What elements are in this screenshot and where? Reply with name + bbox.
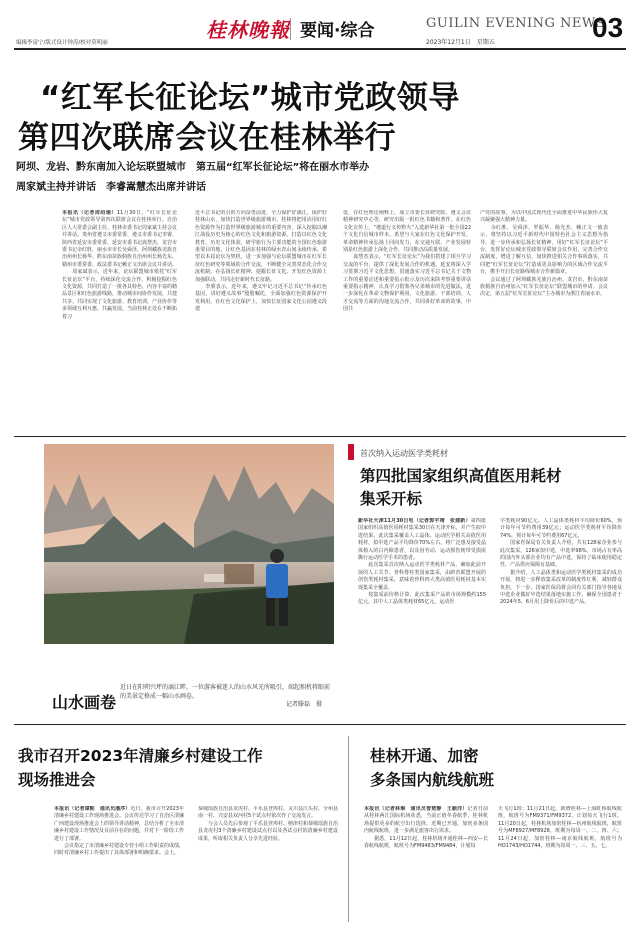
medical-col1-text: 第四批国家组织高值医用耗材集采30日在天津开标，并产生拟中选结果。此次集采覆盖人工晶体、运动医学相关高值医用耗材，拟中选产品平均降价70%左右，将广泛惠及接受晶体植入的白内障患者，以及因劳动、运动损伤韧带受损需撕行运动医学手术的患者。 此次集采首次纳入运动医学类耗材产品，确加此前开展的人工关节、骨科脊柱类国家集采，由跨省联盟开展的创伤类耗材集采，意味着骨科四大类高值医用耗材基本实现集采全覆盖。 按集采前价格计算，此次集采产品的市场规模约155亿元，其中人工晶体类耗材65亿元，运动医 bbox=[358, 518, 486, 606]
rural-col1-text: 近日，我市召开2023年清廉乡村建设工作现场推进会。会议传达学习了自治区清廉广西建设现场推进会上的领导讲话精神，总结分析了全市清廉乡村建设工作情况及目前存在的问题，并对下一阶段工作进行了部署。 会议指定了市清廉乡村建设专营小组工作职责的成绩，同时对清廉乡村工作提出了具体部署和明确要求。会上， bbox=[54, 806, 184, 857]
medical-kicker: 首次纳入运动医学类耗材 bbox=[360, 449, 448, 458]
photo-label: 山水画卷 bbox=[52, 693, 117, 712]
section-title: 要闻·综合 bbox=[300, 21, 375, 41]
lead-subtitle-2: 周家斌主持并讲话 李睿嵩慧杰出席并讲话 bbox=[16, 182, 206, 193]
lead-bottom-rule bbox=[14, 436, 626, 437]
lead-col1-text: 11月30日，“红军长征论坛”城市党政领导第四次联席会议在桂林举行。自治区人大常委会副主任、桂林市委书记周家斌主持会议并讲话。贵州省遵义市委常委、遵义市委书记李睿，陕西省延安市委常委、延安市委书记嵩慧杰，龙岩市委书记余红胜，丽水市市长吴舜泽，阿坝藏族羌族自治州州长杨华、黔东南苗族侗族自治州州长杨先东、赣州市委常委、政法委书记赖正文出席会议并讲话。 周家斌表示，近年来，论坛联盟城市依托“红军长征论坛”平台，持续深化交流合作，积极挖掘红色文化资源，共同打造了一批各具特色、内容丰富的精品景区和红色旅游线路，推动城市间协作发展，共建共享、共同实现了文化旅游、教育培训、产业协作等多领域互利互惠、共赢发展。当前桂林正处在不断拓着习 bbox=[62, 210, 177, 320]
rural-headline-line2: 现场推进会 bbox=[18, 771, 96, 789]
photo-credit: 记者滕磊 摄 bbox=[285, 701, 322, 709]
flight-headline-line1: 桂林开通、加密 bbox=[370, 747, 479, 765]
rural-headline-line1: 我市召开2023年清廉乡村建设工作 bbox=[18, 747, 263, 765]
medical-reporters: （记者郭宇靖 张建新） bbox=[413, 518, 471, 524]
medical-headline-line1: 第四批国家组织高值医用耗材 bbox=[360, 467, 562, 485]
page-number: 03 bbox=[592, 12, 624, 43]
lead-column-2: 近平总书记的引的方向奋勇前进，全力保护好漓江，保护好桂林山水，加快打造世界级旅游城市，桂林将把用活用好红色资源作为打造世界级旅游城市的重要内容，深入挖掘以湘江战役历史为核心的红色文化和旅游资源，打造以红色文化教育、历史文化体验、研学旅行为主要功能的全国红色旅游重要目的地，让红色基因在桂林的绿水青山间永续传承。希望以本届论坛为契机，进一步加强与论坛联盟城市在红军长征红色研究等领域的合作交流，不断健全完善常态化合作交流机制，在弘扬长征精神、挖掘长征文化、开发红色资源上加强联动，共同走好新时代长征路。 李睿表示，近年来，遵义牢记习近平总书记“传承红色基因，讲好遵义故事”殷殷嘱托，全面加强红色资源保护开发利用。在红色文化保护上，加快长征国家文化公园遵义段建 bbox=[195, 210, 327, 313]
lead-column-1 bbox=[62, 210, 177, 428]
masthead-rule bbox=[14, 48, 626, 50]
flight-column-1 bbox=[364, 806, 488, 921]
landscape-illustration bbox=[44, 444, 334, 644]
editor-credits: 编辑李富宁/版式设计钟涛/校对莫明丽 bbox=[16, 40, 108, 46]
bottom-column-divider bbox=[348, 736, 349, 922]
masthead-divider bbox=[290, 18, 291, 40]
lead-column-4: 产党的故事，为以中国式现代化全面推进中华民族伟大复兴凝聚强大精神力量。 余红胜、吴舜泽、罗振华、杨光杰、赖正文一致表示，将坚持以习近平新时代中国特色社会主义思想为指导，进一步传承和弘扬长征精神，用好“红军长征论坛”平台，发挥好论坛城市党政领导联席会议作用，完善合作交流制度，增进了解互信，加快推进相关合作事项落实，共同把“红军长征论坛”打造成更具影响力的区域合作交流平台，携手开启长征路线城市合作新篇章。 会议通过了阿坝藏族羌族自治州、龙岩市、黔东南苗族侗族自治州加入“红军长征论坛”联盟城市的申请。会议决定，第五届“红军长征论坛”主办城市为浙江省丽水市。 bbox=[480, 210, 608, 298]
medical-column-2: 学类耗材90亿元。人工晶体类耗材平均降价60%，预计每年可节约费用39亿元；运动医学类耗材平均降价74%，预计每年可节约费用67亿元。 国家医保局有关负责人介绍，共有128家企业参与此次集采，126家拟中选，中选率98%。市场占有率高的国内外头部企业均有产品中选，保持了临床使用稳定性，产品供应保障有基础。 据介绍，人工晶体类和运动医学类耗材集采的成功开展，将进一步释放集采改革的制度性红利，减轻群众负担。下一步，国家医保局将会同有关部门指导各地及中选企业做好中选结果落地实施工作，确保全国患者于2024年5、6月用上降价后的中选产品。 bbox=[500, 518, 622, 606]
flight-column-2: 天飞行1班；11月21日起，新增桂林—上海虹桥航线航班，航班号为FM9371/FM9372，计划每天飞行1班。11月20日起，桂林机场加密桂林—杭州航线航班，航班号为MF8927/MF8928，班期为每周一、二、四、六；11月24日起，加密桂林—南京航线航班，航班号为HO1743/HO1744，班期为每周一、三、五、七。 bbox=[498, 806, 622, 850]
rural-column-1 bbox=[54, 806, 184, 921]
medical-headline-line2: 集采开标 bbox=[360, 490, 423, 508]
landscape-photo bbox=[44, 444, 334, 644]
lead-byline: 本报讯（记者周绍瑜） bbox=[62, 210, 117, 216]
kicker-marker bbox=[348, 444, 354, 460]
flight-headline-line2: 多条国内航线航班 bbox=[370, 771, 495, 789]
issue-date: 2023年12月1日 星期五 bbox=[426, 39, 495, 46]
medical-column-1 bbox=[358, 518, 486, 716]
lead-subtitle-1: 阿坝、龙岩、黔东南加入论坛联盟城市 第五届“红军长征论坛”将在丽水市举办 bbox=[16, 162, 370, 173]
flight-col1-text: 记者日前从桂林两江国际机场获悉，当前正值冬春航季，桂林机场提供更多的航空出行选择，近期已开通、加密多条国内航线航班，进一步满足旅客出行需求。 据悉，11月12日起，桂林机场开通桂林—西安—长春航线航班，航班号为FM9483/FM9484，计划每 bbox=[364, 806, 488, 850]
rural-byline: 本报讯（记者谭熙 通讯员潘序） bbox=[54, 806, 131, 812]
english-name: GUILIN EVENING NEWS bbox=[426, 16, 606, 31]
lead-headline-line2: 第四次联席会议在桂林举行 bbox=[18, 120, 396, 156]
lead-column-3: 设，在红色理论阐释上，成立市委长征研究院、遵义会议精神研究中心等，研究出版一批红色书籍和著作。在红色文化宣传上，“遵道行义传黔火”入选新华社第一批全国22个文化自信城市样本。希望与大家在红色文化保护开发、革命精神传承弘扬上同向发力，在交通互联、产业发展特别是红色旅游上深化合作，共同推动高质量发展。 嵩慧杰表示，“红军长征论坛”为我们搭建了相互学习交流的平台，提供了深化发展合作的机遇。延安将深入学习贯彻习近平文化思想，贯通落实习近平总书记关于文物工作的重要论述和重要指示批示及历次来陕考察重要讲话重要指示精神，认真学习借鉴各兄弟城市的先进做法，进一步深化在革命文物保护利用、文化旅游、干部培训、人才交流等方面的沟通交流合作，共同讲好革命的故事，中国共 bbox=[343, 210, 471, 313]
photo-caption bbox=[120, 684, 332, 710]
medical-byline: 新华社天津11月30日电 bbox=[358, 518, 414, 524]
flight-byline: 本报讯（记者林琳 通讯员曾楚静 王颖洋） bbox=[364, 806, 468, 812]
newspaper-logo: 桂林晚報 bbox=[206, 18, 290, 42]
rural-column-2: 恭城瑶族自治县龙虎村、平乐县登埠村、灵川县江头村、全州县南一村、兴安县双河村5个试点村依次作了交流发言。 与会人员先后参观了平乐县登埠村、榕津村和恭城瑶族自治县龙虎村3个清廉乡村建设试点村以及各试点村的清廉乡村建设成果，听取相关负责人分享先进经验。 bbox=[198, 806, 338, 842]
lead-headline-line1: “红军长征论坛”城市党政领导 bbox=[40, 80, 460, 116]
photo-caption-text: 近日在阳朔兴坪的漓江畔，一位游客被迷人的山水风光所吸引，端起相机将眼前的美景定格成一幅山水画卷。 bbox=[120, 684, 331, 700]
bottom-section-rule bbox=[14, 724, 626, 725]
